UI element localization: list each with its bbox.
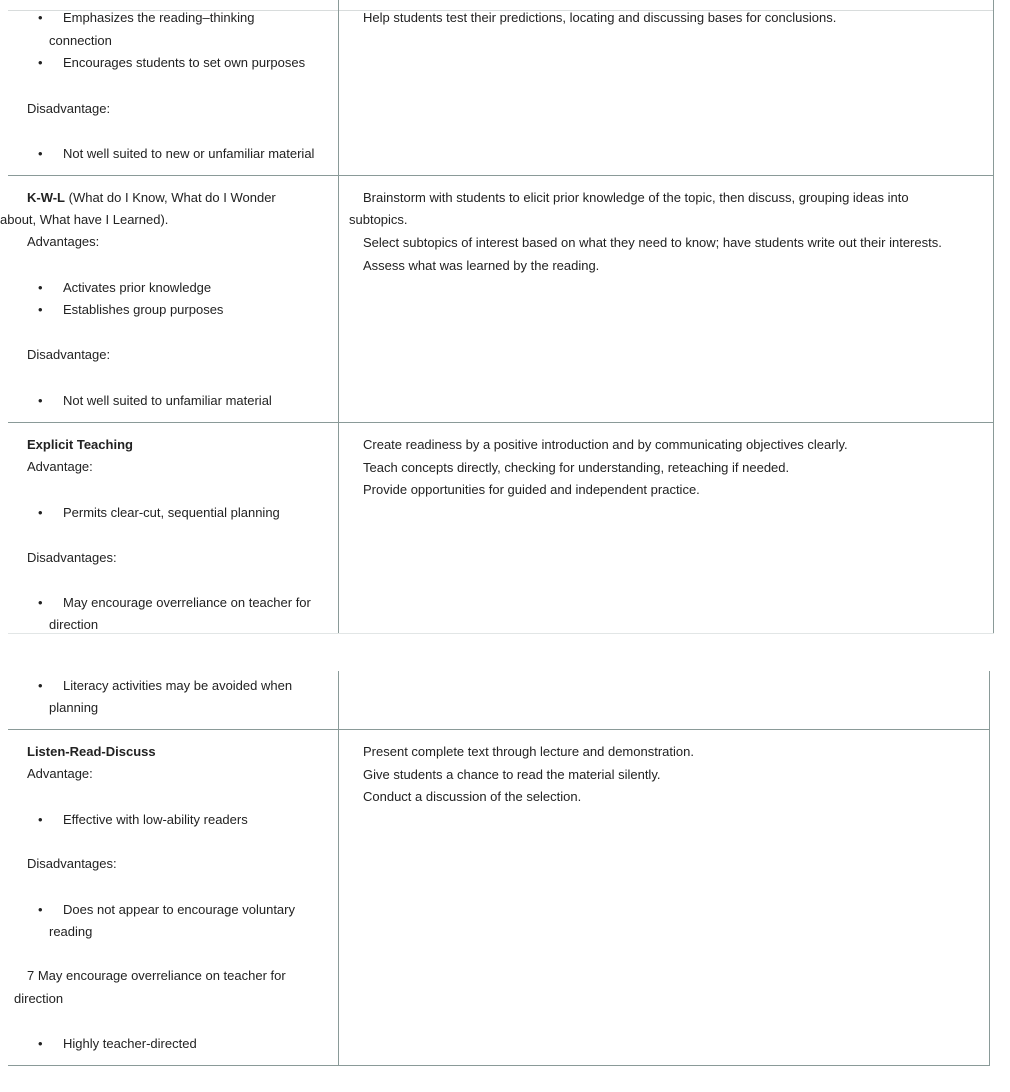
list-item: Encourages students to set own purposes — [63, 55, 306, 70]
advantage-label: Advantage: — [27, 766, 93, 781]
table-right-border — [989, 671, 990, 1066]
table-right-border — [993, 0, 994, 634]
disadvantage-label: Disadvantage: — [27, 347, 111, 362]
list-item: Does not appear to encourage voluntary — [63, 902, 295, 917]
bullet-glyph: • — [38, 146, 43, 161]
disadvantage-label: Disadvantage: — [27, 101, 111, 116]
procedure-line: Provide opportunities for guided and independent practice. — [363, 482, 700, 497]
column-divider — [338, 671, 339, 1066]
strategy-title-bold: K-W-L — [27, 190, 65, 205]
list-item: Effective with low-ability readers — [63, 812, 248, 827]
procedure-line: Present complete text through lecture and demonstration. — [363, 744, 694, 759]
bullet-glyph: • — [38, 393, 43, 408]
procedure-line: Conduct a discussion of the selection. — [363, 789, 582, 804]
bullet-glyph: • — [38, 280, 43, 295]
advantage-label: Advantage: — [27, 459, 93, 474]
procedure-line: Give students a chance to read the material silently. — [363, 767, 661, 782]
disadvantage-label: Disadvantages: — [27, 856, 117, 871]
list-item-continuation: planning — [49, 700, 99, 715]
list-item: Permits clear-cut, sequential planning — [63, 505, 280, 520]
procedure-line: Teach concepts directly, checking for understanding, reteaching if needed. — [363, 460, 790, 475]
strategy-title — [27, 190, 276, 206]
procedure-line: Assess what was learned by the reading. — [363, 258, 600, 273]
bullet-glyph: • — [38, 812, 43, 827]
list-item: Activates prior knowledge — [63, 280, 212, 295]
row-divider — [8, 175, 994, 176]
procedure-line: Select subtopics of interest based on what they need to know; have students write out their interests. — [363, 235, 942, 250]
procedure-line: Help students test their predictions, locating and discussing bases for conclusions. — [363, 10, 837, 25]
note-line-continuation: direction — [14, 991, 64, 1006]
strategy-title-line2: about, What have I Learned). — [0, 212, 169, 227]
bullet-glyph: • — [38, 1036, 43, 1051]
bullet-glyph: • — [38, 55, 43, 70]
row-divider — [8, 729, 990, 730]
note-line: 7 May encourage overreliance on teacher for — [27, 968, 286, 983]
bullet-glyph: • — [38, 302, 43, 317]
list-item: Literacy activities may be avoided when — [63, 678, 293, 693]
procedure-line: Brainstorm with students to elicit prior knowledge of the topic, then discuss, grouping ideas into — [363, 190, 909, 205]
procedure-line: Create readiness by a positive introduction and by communicating objectives clearly. — [363, 437, 848, 452]
strategy-title-rest: (What do I Know, What do I Wonder — [65, 190, 276, 205]
bullet-glyph: • — [38, 595, 43, 610]
bullet-glyph: • — [38, 678, 43, 693]
list-item: Establishes group purposes — [63, 302, 224, 317]
row-divider — [8, 422, 994, 423]
strategy-title: Listen-Read-Discuss — [27, 744, 156, 759]
list-item-continuation: direction — [49, 617, 99, 632]
list-item-continuation: connection — [49, 33, 112, 48]
list-item: May encourage overreliance on teacher for — [63, 595, 311, 610]
list-item: Emphasizes the reading–thinking — [63, 10, 255, 25]
list-item-continuation: reading — [49, 924, 93, 939]
list-item: Highly teacher-directed — [63, 1036, 197, 1051]
table-bottom-border — [8, 1065, 990, 1066]
column-divider — [338, 0, 339, 634]
list-item: Not well suited to unfamiliar material — [63, 393, 272, 408]
bullet-glyph: • — [38, 505, 43, 520]
strategy-title: Explicit Teaching — [27, 437, 133, 452]
advantage-label: Advantages: — [27, 234, 100, 249]
bullet-glyph: • — [38, 10, 43, 25]
list-item: Not well suited to new or unfamiliar material — [63, 146, 315, 161]
procedure-line: subtopics. — [349, 212, 408, 227]
table-bottom-edge — [8, 633, 994, 634]
bullet-glyph: • — [38, 902, 43, 917]
disadvantage-label: Disadvantages: — [27, 550, 117, 565]
